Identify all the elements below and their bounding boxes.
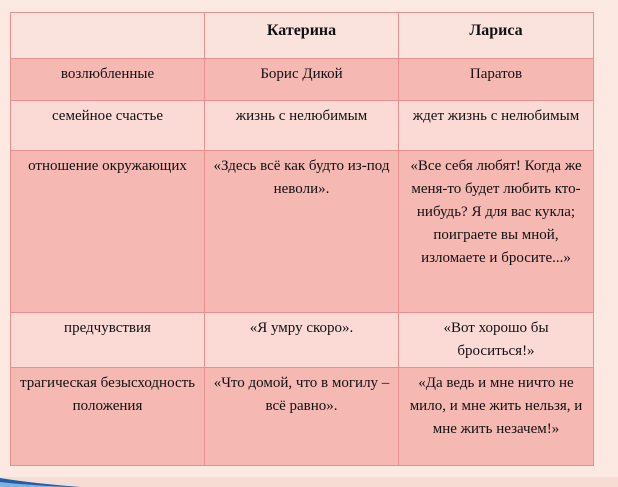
larisa-cell: «Да ведь и мне ничто не мило, и мне жить нельзя, и мне жить незачем!» [399, 368, 594, 466]
larisa-cell: «Вот хорошо бы броситься!» [399, 313, 594, 368]
table-row [11, 59, 594, 101]
katerina-cell: «Что домой, что в могилу – всё равно». [205, 368, 399, 466]
row-label: предчувствия [11, 313, 205, 368]
table-row [11, 368, 594, 466]
header-cell-larisa: Лариса [399, 13, 594, 59]
katerina-cell: «Здесь всё как будто из-под неволи». [205, 151, 399, 313]
table-row [11, 151, 594, 313]
bottom-stripe [0, 477, 618, 487]
table-header-row [11, 13, 594, 59]
header-cell-empty [11, 13, 205, 59]
larisa-cell: «Все себя любят! Когда же меня-то будет любить кто-нибудь? Я для вас кукла; поиграете вы мной, изломаете и бросите...» [399, 151, 594, 313]
header-cell-katerina: Катерина [205, 13, 399, 59]
row-label: трагическая безысходность положения [11, 368, 205, 466]
row-label: отношение окружающих [11, 151, 205, 313]
larisa-cell: ждет жизнь с нелюбимым [399, 101, 594, 151]
larisa-cell: Паратов [399, 59, 594, 101]
katerina-cell: Борис Дикой [205, 59, 399, 101]
corner-swoosh-decoration [0, 469, 80, 487]
table-row [11, 101, 594, 151]
row-label: возлюбленные [11, 59, 205, 101]
table-row [11, 313, 594, 368]
katerina-cell: жизнь с нелюбимым [205, 101, 399, 151]
comparison-table [10, 12, 594, 466]
katerina-cell: «Я умру скоро». [205, 313, 399, 368]
row-label: семейное счастье [11, 101, 205, 151]
